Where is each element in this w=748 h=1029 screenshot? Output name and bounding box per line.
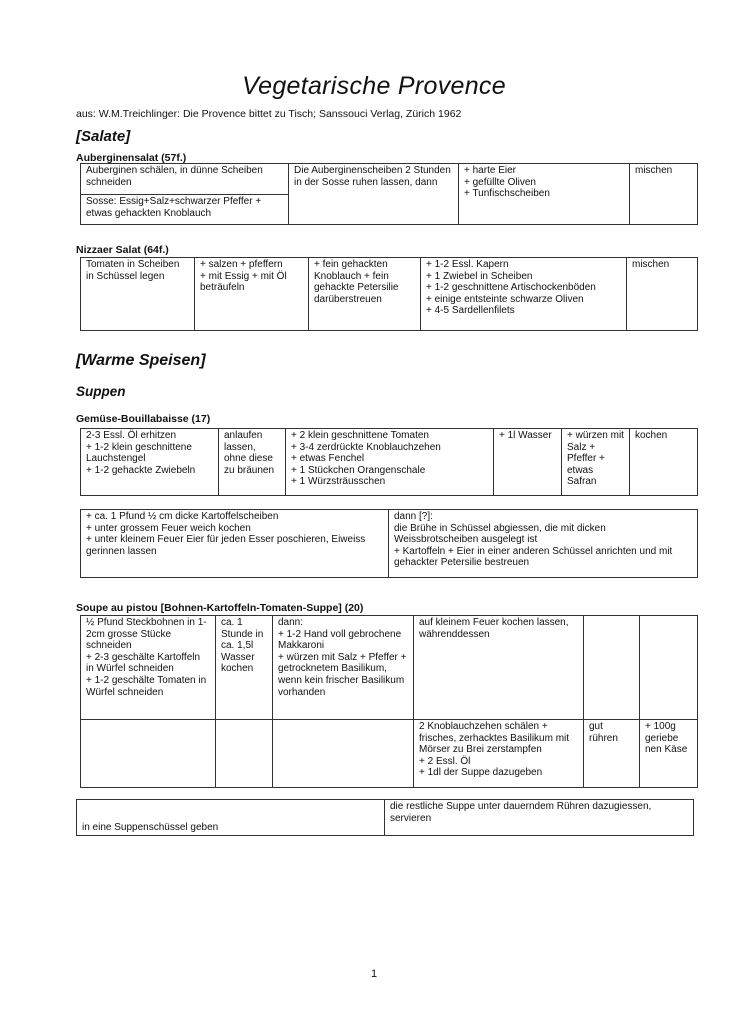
recipe-title-nizzaer-salat: Nizzaer Salat (64f.)	[76, 244, 169, 256]
table-cell: + 2 klein geschnittene Tomaten + 3-4 zerdrückte Knoblauchzehen + etwas Fenchel + 1 Stückchen Orangenschale + 1 Würzsträusschen	[286, 429, 494, 496]
table-cell	[640, 616, 698, 720]
table-cell: gut rühren	[584, 720, 640, 788]
table-cell: 2-3 Essl. Öl erhitzen + 1-2 klein geschnittene Lauchstengel + 1-2 gehackte Zwiebeln	[81, 429, 219, 496]
table-cell: + 1-2 Essl. Kapern + 1 Zwiebel in Scheiben + 1-2 geschnittene Artischockenböden + einige entsteinte schwarze Oliven + 4-5 Sardellenfilets	[421, 258, 627, 331]
section-heading-salate: [Salate]	[76, 128, 131, 145]
table-cell: Die Auberginenscheiben 2 Stunden in der Sosse ruhen lassen, dann	[289, 164, 459, 225]
table-cell: die restliche Suppe unter dauerndem Rühren dazugiessen, servieren	[385, 800, 694, 836]
table-cell: Tomaten in Scheiben in Schüssel legen	[81, 258, 195, 331]
table-cell: Sosse: Essig+Salz+schwarzer Pfeffer + etwas gehackten Knoblauch	[81, 195, 289, 225]
table-cell: dann: + 1-2 Hand voll gebrochene Makkaroni + würzen mit Salz + Pfeffer + getrocknetem Basilikum, wenn kein frischer Basilikum vorhanden	[273, 616, 414, 720]
table-cell: in eine Suppenschüssel geben	[77, 800, 385, 836]
recipe-table-nizzaer-salat	[80, 257, 698, 331]
page-number: 1	[370, 968, 378, 980]
recipe-table-gemuese-bouillabaisse-part-2	[80, 509, 698, 578]
recipe-table-gemuese-bouillabaisse	[80, 428, 698, 496]
table-cell: + ca. 1 Pfund ½ cm dicke Kartoffelscheiben + unter grossem Feuer weich kochen + unter kleinem Feuer Eier für jeden Esser poschieren, Eiweiss gerinnen lassen	[81, 510, 389, 578]
subsection-heading-suppen: Suppen	[76, 384, 126, 399]
table-cell: mischen	[630, 164, 698, 225]
section-heading-warme-speisen: [Warme Speisen]	[76, 352, 206, 369]
recipe-table-soupe-au-pistou	[80, 615, 698, 788]
table-cell: + salzen + pfeffern + mit Essig + mit Öl beträufeln	[195, 258, 309, 331]
table-cell	[81, 720, 216, 788]
table-cell: + fein gehackten Knoblauch + fein gehackte Petersilie darüberstreuen	[309, 258, 421, 331]
table-cell	[584, 616, 640, 720]
table-cell: ca. 1 Stunde in ca. 1,5l Wasser kochen	[216, 616, 273, 720]
table-cell: 2 Knoblauchzehen schälen + frisches, zerhacktes Basilikum mit Mörser zu Brei zerstampfen + 2 Essl. Öl + 1dl der Suppe dazugeben	[414, 720, 584, 788]
recipe-title-auberginensalat: Auberginensalat (57f.)	[76, 152, 187, 164]
recipe-title-soupe-au-pistou: Soupe au pistou [Bohnen-Kartoffeln-Tomaten-Suppe] (20)	[76, 602, 364, 614]
table-cell: dann [?]: die Brühe in Schüssel abgiessen, die mit dicken Weissbrotscheiben ausgelegt ist + Kartoffeln + Eier in einer anderen Schüssel anrichten und mit gehackter Petersilie bestreuen	[389, 510, 698, 578]
table-cell: anlaufen lassen, ohne diese zu bräunen	[219, 429, 286, 496]
table-cell	[273, 720, 414, 788]
page-title: Vegetarische Provence	[242, 72, 506, 100]
recipe-table-auberginensalat	[80, 163, 698, 225]
table-cell: + 100g geriebe nen Käse	[640, 720, 698, 788]
table-cell: Auberginen schälen, in dünne Scheiben schneiden	[81, 164, 289, 195]
recipe-title-gemuese-bouillabaisse: Gemüse-Bouillabaisse (17)	[76, 413, 211, 425]
table-cell: + harte Eier + gefüllte Oliven + Tunfischscheiben	[459, 164, 630, 225]
table-cell: + 1l Wasser	[494, 429, 562, 496]
table-cell: ½ Pfund Steckbohnen in 1-2cm grosse Stücke schneiden + 2-3 geschälte Kartoffeln in Würfel schneiden + 1-2 geschälte Tomaten in Würfel schneiden	[81, 616, 216, 720]
recipe-table-soupe-au-pistou-part-2	[76, 799, 694, 836]
table-cell	[216, 720, 273, 788]
source-citation: aus: W.M.Treichlinger: Die Provence bittet zu Tisch; Sanssouci Verlag, Zürich 1962	[76, 108, 462, 120]
table-cell: auf kleinem Feuer kochen lassen, währenddessen	[414, 616, 584, 720]
table-cell: kochen	[630, 429, 698, 496]
table-cell: + würzen mit Salz + Pfeffer + etwas Safran	[562, 429, 630, 496]
table-cell: mischen	[627, 258, 698, 331]
